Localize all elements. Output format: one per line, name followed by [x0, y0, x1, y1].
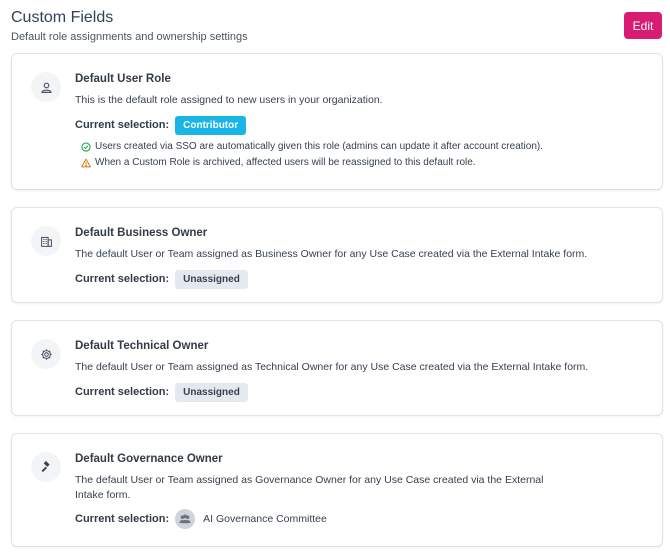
check-circle-icon — [81, 142, 91, 152]
current-selection-row — [75, 115, 622, 135]
unassigned-badge: Unassigned — [175, 270, 248, 289]
default-user-role-card — [11, 53, 663, 190]
warning-icon — [81, 158, 91, 168]
card-description: The default User or Team assigned as Technical Owner for any Use Case created via the External Intake form. — [75, 361, 589, 373]
unassigned-badge: Unassigned — [175, 383, 248, 402]
edit-button[interactable]: Edit — [624, 12, 662, 39]
current-selection-label: Current selection: — [75, 386, 170, 398]
gavel-icon — [31, 452, 61, 482]
sso-note — [81, 141, 622, 152]
sso-note-text: Users created via SSO are automatically given this role (admins can update it after account creation). — [95, 141, 543, 152]
team-avatar-icon — [175, 509, 195, 529]
current-selection-label: Current selection: — [75, 513, 170, 525]
governance-owner-name: AI Governance Committee — [203, 513, 327, 525]
page-header — [11, 8, 662, 48]
archive-warning-note — [81, 157, 622, 168]
card-title: Default Governance Owner — [75, 453, 223, 465]
current-selection-row — [75, 269, 622, 289]
card-title: Default Business Owner — [75, 227, 208, 239]
page-subtitle: Default role assignments and ownership settings — [11, 31, 248, 43]
page-title: Custom Fields — [11, 9, 114, 26]
default-business-owner-card — [11, 207, 663, 303]
current-selection-label: Current selection: — [75, 119, 170, 131]
contributor-role-badge: Contributor — [175, 116, 246, 135]
default-technical-owner-card — [11, 320, 663, 416]
building-icon — [31, 226, 61, 256]
gear-icon — [31, 339, 61, 369]
card-description: The default User or Team assigned as Governance Owner for any Use Case created via the External Intake form. — [75, 474, 544, 501]
card-description: This is the default role assigned to new users in your organization. — [75, 94, 383, 106]
card-title: Default User Role — [75, 73, 171, 85]
card-title: Default Technical Owner — [75, 340, 209, 352]
current-selection-row — [75, 382, 622, 402]
user-icon — [31, 72, 61, 102]
default-governance-owner-card — [11, 433, 663, 547]
current-selection-label: Current selection: — [75, 273, 170, 285]
archive-warning-text: When a Custom Role is archived, affected users will be reassigned to this default role. — [95, 157, 476, 168]
card-description: The default User or Team assigned as Business Owner for any Use Case created via the External Intake form. — [75, 248, 588, 260]
current-selection-row — [75, 509, 622, 529]
